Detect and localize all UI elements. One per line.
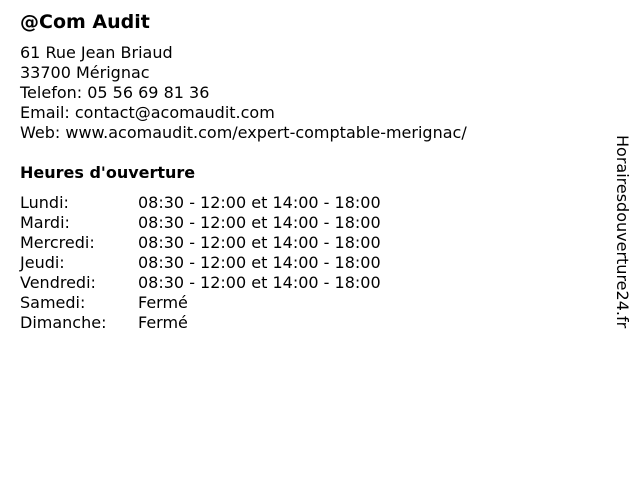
email-address: Email: contact@acomaudit.com	[20, 103, 275, 122]
day-label: Jeudi:	[20, 253, 65, 272]
day-label: Mardi:	[20, 213, 70, 232]
site-watermark	[612, 135, 632, 345]
hours-row-lundi	[20, 193, 440, 213]
day-hours: 08:30 - 12:00 et 14:00 - 18:00	[138, 193, 381, 212]
day-hours: 08:30 - 12:00 et 14:00 - 18:00	[138, 213, 381, 232]
opening-hours-list	[20, 193, 440, 333]
day-hours: 08:30 - 12:00 et 14:00 - 18:00	[138, 253, 381, 272]
phone-number: Telefon: 05 56 69 81 36	[20, 83, 210, 102]
hours-row-dimanche	[20, 313, 440, 333]
day-hours: Fermé	[138, 293, 188, 312]
day-label: Lundi:	[20, 193, 69, 212]
day-hours: Fermé	[138, 313, 188, 332]
day-hours: 08:30 - 12:00 et 14:00 - 18:00	[138, 233, 381, 252]
day-hours: 08:30 - 12:00 et 14:00 - 18:00	[138, 273, 381, 292]
street-address: 61 Rue Jean Briaud	[20, 43, 173, 62]
hours-row-jeudi	[20, 253, 440, 273]
day-label: Samedi:	[20, 293, 86, 312]
day-label: Vendredi:	[20, 273, 96, 292]
business-contact	[20, 43, 467, 143]
hours-heading: Heures d'ouverture	[20, 163, 196, 182]
hours-row-mercredi	[20, 233, 440, 253]
business-name: @Com Audit	[20, 11, 150, 33]
day-label: Mercredi:	[20, 233, 95, 252]
hours-row-vendredi	[20, 273, 440, 293]
hours-row-samedi	[20, 293, 440, 313]
hours-row-mardi	[20, 213, 440, 233]
city-postal: 33700 Mérignac	[20, 63, 150, 82]
watermark-text: Horairesdouverture24.fr	[613, 135, 632, 329]
day-label: Dimanche:	[20, 313, 107, 332]
website-url: Web: www.acomaudit.com/expert-comptable-merignac/	[20, 123, 467, 142]
